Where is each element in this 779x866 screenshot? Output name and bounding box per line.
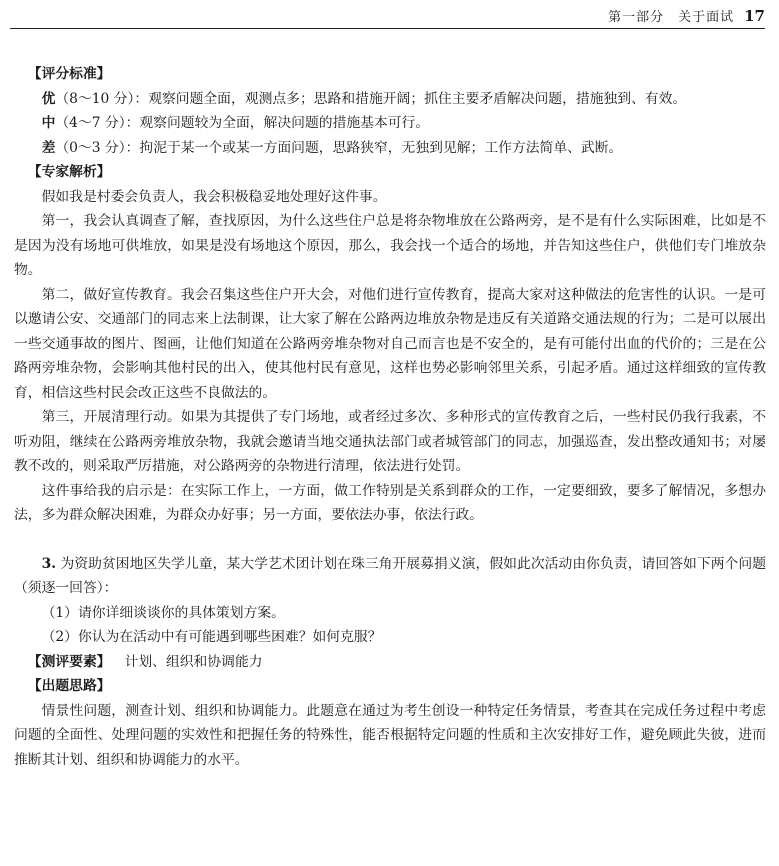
scoring-heading: 【评分标准】: [27, 66, 111, 82]
element-heading: 【测评要素】 计划、组织和协调能力: [27, 653, 263, 670]
page-content: [14, 62, 766, 772]
page-header: [10, 6, 765, 29]
page-number: 17: [744, 7, 765, 25]
grade-medium: 中（4～7 分）：观察问题较为全面，解决问题的措施基本可行。: [41, 115, 430, 131]
grade-poor: 差（0～3 分）：拘泥于某一个或某一方面问题，思路狭窄，无独到见解；工作方法简单、武断。: [41, 139, 623, 156]
running-header-section: 第一部分 关于面试: [608, 10, 735, 25]
analysis-paragraph: 假如我是村委会负责人，我会积极稳妥地处理好这件事。: [41, 188, 387, 205]
question-text: 为资助贫困地区失学儿童，某大学艺术团计划在珠三角开展募捐义演，假如此次活动由你负责，请回答如下两个问题（须逐一回答）：: [14, 555, 767, 596]
analysis-paragraph: 第三，开展清理行动。如果为其提供了专门场地，或者经过多次、多种形式的宣传教育之后，一些村民仍我行我素，不听劝阻，继续在公路两旁堆放杂物，我就会邀请当地交通执法部门或者城管部门的同志，加强巡查，发出整改通知书；对屡教不改的，则采取严厉措施，对公路两旁的杂物进行清理，依法进行处罚。: [14, 409, 766, 474]
analysis-paragraph: 这件事给我的启示是：在实际工作上，一方面，做工作特别是关系到群众的工作，一定要细致，要多了解情况，多想办法，多为群众解决困难，为群众办好事；另一方面，要依法办事，依法行政。: [14, 482, 766, 523]
element-text: 计划、组织和协调能力: [124, 653, 263, 670]
question-number: 3.: [41, 555, 56, 572]
analysis-heading: 【专家解析】: [27, 164, 111, 180]
section-gap: [14, 528, 766, 552]
idea-heading: 【出题思路】: [27, 678, 111, 694]
idea-paragraph: 情景性问题，测查计划、组织和协调能力。此题意在通过为考生创设一种特定任务情景，考查其在完成任务过程中考虑问题的全面性、处理问题的实效性和把握任务的特殊性，能否根据特定问题的性质和主次安排好工作，避免顾此失彼，进而推断其计划、组织和协调能力的水平。: [14, 702, 766, 768]
analysis-paragraph: 第二，做好宣传教育。我会召集这些住户开大会，对他们进行宣传教育，提高大家对这种做法的危害性的认识。一是可以邀请公安、交通部门的同志来上法制课，让大家了解在公路两边堆放杂物是违反有关道路交通法规的行为；二是可以展出一些交通事故的图片、图画，让他们知道在公路两旁堆杂物对自己而言也是不安全的，是有可能付出血的代价的；三是在公路两旁堆杂物，会影响其他村民的出入，使其他村民有意见，这样也势必影响邻里关系，引起矛盾。通过这样细致的宣传教育，相信这些村民会改正这些不良做法的。: [14, 286, 766, 401]
sub-question-1: （1）请你详细谈谈你的具体策划方案。: [41, 604, 285, 621]
grade-excellent: 优（8～10 分）：观察问题全面，观测点多；思路和措施开阔；抓住主要矛盾解决问题，措施独到、有效。: [41, 90, 687, 107]
analysis-paragraph: 第一，我会认真调查了解，查找原因，为什么这些住户总是将杂物堆放在公路两旁，是不是有什么实际困难，比如是不是因为没有场地可供堆放，如果是没有场地这个原因，那么，我会找一个适合的场地，并告知这些住户，供他们专门堆放杂物。: [14, 213, 766, 278]
sub-question-2: （2）你认为在活动中有可能遇到哪些困难？如何克服？: [41, 629, 382, 645]
question-3: [14, 552, 766, 601]
